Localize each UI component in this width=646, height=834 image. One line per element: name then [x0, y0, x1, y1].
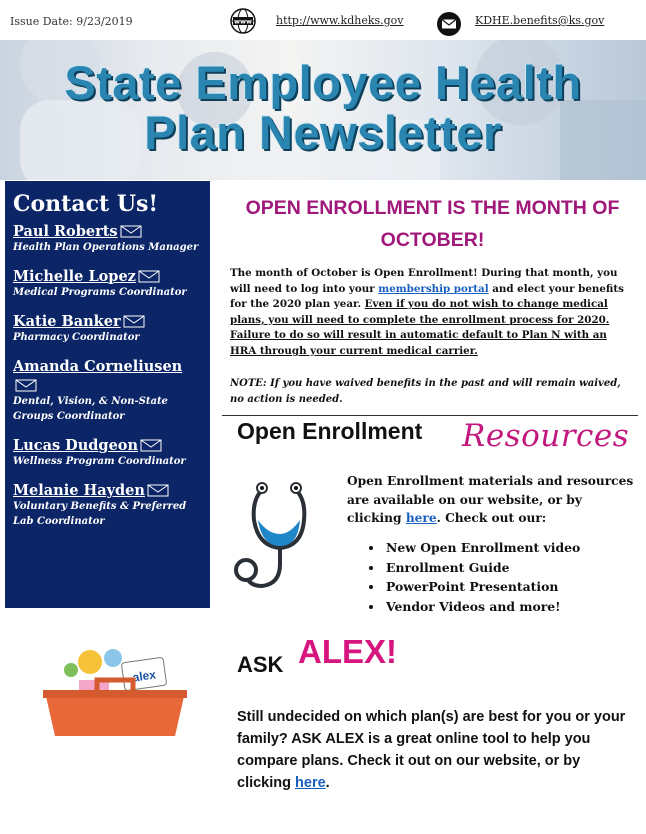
contact-role: Dental, Vision, & Non-State Groups Coordinator: [13, 396, 168, 422]
envelope-icon[interactable]: [123, 315, 145, 328]
contact-name[interactable]: Melanie Hayden: [13, 482, 145, 499]
contact-role: Health Plan Operations Manager: [13, 242, 199, 253]
www-icon-label: www: [233, 17, 253, 26]
list-item: • Enrollment Guide: [384, 558, 580, 578]
contact-name[interactable]: Amanda Corneliusen: [13, 358, 183, 375]
website-link[interactable]: http://www.kdheks.gov: [276, 14, 404, 27]
contact-sidebar: [5, 181, 210, 608]
envelope-circle-icon: [436, 11, 462, 37]
contact-role: Medical Programs Coordinator: [13, 287, 187, 298]
ask-alex-label: ASK: [237, 652, 284, 677]
contact-item: [13, 221, 204, 255]
list-item: • New Open Enrollment video: [384, 538, 580, 558]
issue-date: Issue Date: 9/23/2019: [10, 15, 133, 28]
alex-screen-label: alex: [131, 667, 157, 685]
ask-alex-body: [237, 706, 637, 794]
contact-item: [13, 435, 204, 469]
contact-title: Contact Us!: [13, 191, 159, 217]
email-link[interactable]: KDHE.benefits@ks.gov: [475, 14, 605, 27]
contact-name[interactable]: Lucas Dudgeon: [13, 437, 139, 454]
envelope-icon[interactable]: [140, 439, 162, 452]
resources-heading-script: Resources: [462, 418, 630, 454]
list-item: • PowerPoint Presentation: [384, 577, 580, 597]
stethoscope-icon: [232, 460, 332, 600]
open-enrollment-body: [230, 266, 636, 360]
resources-here-link[interactable]: here: [405, 511, 437, 525]
contact-item: [13, 311, 204, 345]
contact-role: Wellness Program Coordinator: [13, 456, 186, 467]
envelope-icon[interactable]: [147, 484, 169, 497]
alex-text: Still undecided on which plan(s) are best for you or your family? ASK ALEX is a great online tool to help you compare plans. Check it out on our website, or by clicking: [237, 709, 626, 791]
contact-name[interactable]: Paul Roberts: [13, 223, 118, 240]
membership-portal-link[interactable]: membership portal: [378, 282, 489, 295]
body-warning-text: Even if you do not wish to change medical plans, you will need to complete the enrollment process for 2020. Failure to do so will result in automatic default to Plan N with an HRA through your current medical carrier.: [230, 298, 610, 357]
body-text: and elect your benefits for the 2020 plan year.: [230, 282, 624, 311]
globe-icon: [230, 8, 256, 34]
body-text: The month of October is Open Enrollment! During that month, you will need to log into your: [230, 267, 618, 295]
contact-role: Pharmacy Coordinator: [13, 332, 140, 343]
contact-role: Voluntary Benefits & Preferred Lab Coordinator: [13, 501, 187, 527]
alex-text: .: [325, 775, 330, 791]
envelope-icon[interactable]: [138, 270, 160, 283]
contact-item: [13, 480, 204, 529]
envelope-icon[interactable]: [120, 225, 142, 238]
newsletter-banner: [0, 40, 646, 180]
contact-name[interactable]: Michelle Lopez: [13, 268, 136, 285]
resources-heading: Open Enrollment: [237, 418, 423, 444]
alex-name: ALEX!: [298, 633, 397, 670]
resources-text: . Check out our:: [436, 511, 547, 525]
heading-line-1: OPEN ENROLLMENT IS THE MONTH OF: [245, 197, 620, 219]
newsletter-title: [0, 58, 646, 158]
resources-body: [347, 472, 637, 528]
toolbox-illustration: [35, 640, 195, 740]
title-line-2: Plan Newsletter: [144, 106, 502, 159]
resources-text: Open Enrollment materials and resources are available on our website, or by clicking: [347, 474, 634, 525]
section-divider: [222, 415, 638, 416]
title-line-1: State Employee Health: [64, 56, 582, 109]
envelope-icon[interactable]: [15, 379, 37, 392]
list-item: • Vendor Videos and more!: [384, 597, 580, 617]
contact-name[interactable]: Katie Banker: [13, 313, 121, 330]
contact-item: [13, 266, 204, 300]
waived-note: NOTE: If you have waived benefits in the past and will remain waived, no action is needed.: [230, 378, 621, 405]
resources-list: [366, 538, 580, 616]
open-enrollment-heading: [220, 192, 645, 256]
contact-item: [13, 356, 204, 424]
heading-line-2: OCTOBER!: [380, 229, 485, 251]
alex-here-link[interactable]: here: [295, 775, 326, 791]
